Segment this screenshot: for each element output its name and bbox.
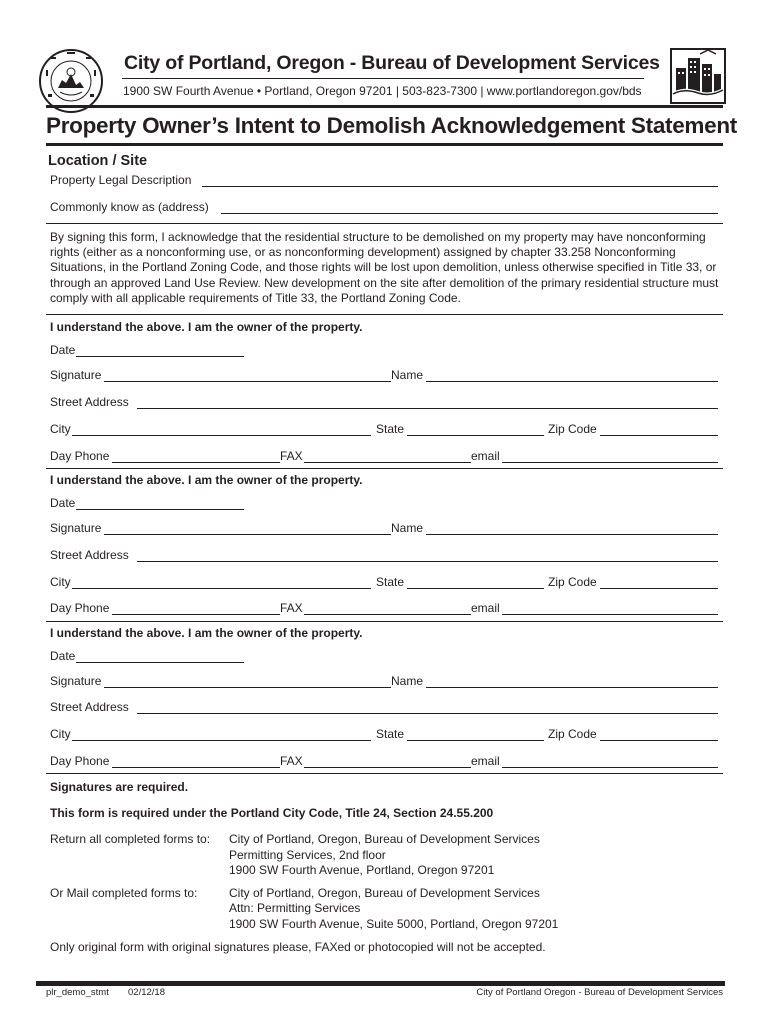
- name-field[interactable]: [426, 381, 718, 382]
- name-label: Name: [391, 368, 424, 382]
- header-divider: [122, 78, 644, 79]
- acknowledgement-paragraph: By signing this form, I acknowledge that the residential structure to be demolished on my property may have nonconforming rights (either as a nonconforming use, or as nonconforming development) assigned by chapter 33.258 Nonconforming Situations, in the Portland Zoning Code, and those rights will be lost upon demolition, unless otherwise specified in Title 33, or through an approved Land Use Review. New development on the site after demolition of the primary residential structure must comply with all applicable requirements of Title 33, the Portland Zoning Code.: [50, 230, 719, 305]
- date-field[interactable]: [76, 509, 244, 510]
- fax-field[interactable]: [304, 614, 471, 615]
- zip-code-label: Zip Code: [548, 727, 597, 741]
- fax-field[interactable]: [304, 767, 471, 768]
- date-field[interactable]: [76, 356, 244, 357]
- zip-code-label: Zip Code: [548, 575, 597, 589]
- signature-field[interactable]: [104, 687, 391, 688]
- section-divider: [46, 468, 723, 469]
- signature-field[interactable]: [104, 381, 391, 382]
- street-address-field[interactable]: [137, 561, 718, 562]
- section-divider: [46, 621, 723, 622]
- section-divider: [46, 223, 723, 224]
- day-phone-label: Day Phone: [50, 449, 110, 463]
- state-field[interactable]: [407, 435, 544, 436]
- signature-field[interactable]: [104, 534, 391, 535]
- footer-organization: City of Portland Oregon - Bureau of Development Services: [476, 987, 723, 998]
- signature-label: Signature: [50, 368, 102, 382]
- zip-code-field[interactable]: [600, 435, 718, 436]
- document-title: Property Owner’s Intent to Demolish Acknowledgement Statement: [46, 113, 737, 138]
- mail-address-line: 1900 SW Fourth Avenue, Suite 5000, Portland, Oregon 97201: [229, 917, 559, 931]
- name-label: Name: [391, 521, 424, 535]
- date-label: Date: [50, 649, 76, 663]
- city-field[interactable]: [72, 588, 371, 589]
- city-label: City: [50, 575, 71, 589]
- mail-address-line: Attn: Permitting Services: [229, 901, 361, 915]
- name-field[interactable]: [426, 534, 718, 535]
- original-only-note: Only original form with original signatures please, FAXed or photocopied will not be accepted.: [50, 940, 546, 954]
- return-address-line: Permitting Services, 2nd floor: [229, 848, 386, 862]
- fax-field[interactable]: [304, 462, 471, 463]
- city-label: City: [50, 422, 71, 436]
- day-phone-field[interactable]: [112, 767, 280, 768]
- form-date: 02/12/18: [128, 987, 165, 998]
- street-address-field[interactable]: [137, 713, 718, 714]
- email-label: email: [471, 601, 500, 615]
- date-field[interactable]: [76, 662, 244, 663]
- fax-label: FAX: [280, 601, 303, 615]
- organization-title: City of Portland, Oregon - Bureau of Development Services: [124, 52, 660, 74]
- title-top-rule: [46, 105, 723, 108]
- title-bottom-rule: [46, 143, 723, 146]
- fax-label: FAX: [280, 449, 303, 463]
- city-field[interactable]: [72, 740, 371, 741]
- zip-code-label: Zip Code: [548, 422, 597, 436]
- day-phone-label: Day Phone: [50, 601, 110, 615]
- state-label: State: [376, 575, 405, 589]
- location-heading: Location / Site: [48, 153, 148, 169]
- return-label: Return all completed forms to:: [50, 832, 211, 846]
- state-field[interactable]: [407, 588, 544, 589]
- legal-description-label: Property Legal Description: [50, 173, 192, 187]
- email-field[interactable]: [502, 614, 718, 615]
- zip-code-field[interactable]: [600, 740, 718, 741]
- bds-building-logo-icon: [670, 48, 726, 104]
- section-divider: [46, 314, 723, 315]
- day-phone-field[interactable]: [112, 462, 280, 463]
- day-phone-label: Day Phone: [50, 754, 110, 768]
- date-label: Date: [50, 343, 76, 357]
- code-reference-note: This form is required under the Portland City Code, Title 24, Section 24.55.200: [50, 806, 494, 820]
- common-address-field[interactable]: [221, 213, 718, 214]
- city-label: City: [50, 727, 71, 741]
- owner-block-heading: I understand the above. I am the owner of the property.: [50, 626, 363, 640]
- email-field[interactable]: [502, 462, 718, 463]
- organization-address: 1900 SW Fourth Avenue • Portland, Oregon 97201 | 503-823-7300 | www.portlandoregon.gov/bds: [123, 84, 642, 98]
- state-label: State: [376, 727, 405, 741]
- mail-label: Or Mail completed forms to:: [50, 886, 198, 900]
- mail-address-line: City of Portland, Oregon, Bureau of Development Services: [229, 886, 540, 900]
- legal-description-field[interactable]: [202, 186, 718, 187]
- street-address-label: Street Address: [50, 548, 129, 562]
- return-address-line: City of Portland, Oregon, Bureau of Development Services: [229, 832, 540, 846]
- email-field[interactable]: [502, 767, 718, 768]
- state-label: State: [376, 422, 405, 436]
- signatures-required-note: Signatures are required.: [50, 780, 189, 794]
- return-address-line: 1900 SW Fourth Avenue, Portland, Oregon 97201: [229, 863, 495, 877]
- date-label: Date: [50, 496, 76, 510]
- owner-block-heading: I understand the above. I am the owner of the property.: [50, 320, 363, 334]
- day-phone-field[interactable]: [112, 614, 280, 615]
- name-field[interactable]: [426, 687, 718, 688]
- street-address-label: Street Address: [50, 395, 129, 409]
- email-label: email: [471, 449, 500, 463]
- owner-block-heading: I understand the above. I am the owner of the property.: [50, 473, 363, 487]
- state-field[interactable]: [407, 740, 544, 741]
- city-field[interactable]: [72, 435, 371, 436]
- zip-code-field[interactable]: [600, 588, 718, 589]
- form-id: plr_demo_stmt: [46, 987, 109, 998]
- common-address-label: Commonly know as (address): [50, 200, 209, 214]
- section-divider: [46, 773, 723, 774]
- street-address-field[interactable]: [137, 408, 718, 409]
- signature-label: Signature: [50, 674, 102, 688]
- email-label: email: [471, 754, 500, 768]
- name-label: Name: [391, 674, 424, 688]
- street-address-label: Street Address: [50, 700, 129, 714]
- fax-label: FAX: [280, 754, 303, 768]
- footer-rule: [36, 981, 725, 986]
- signature-label: Signature: [50, 521, 102, 535]
